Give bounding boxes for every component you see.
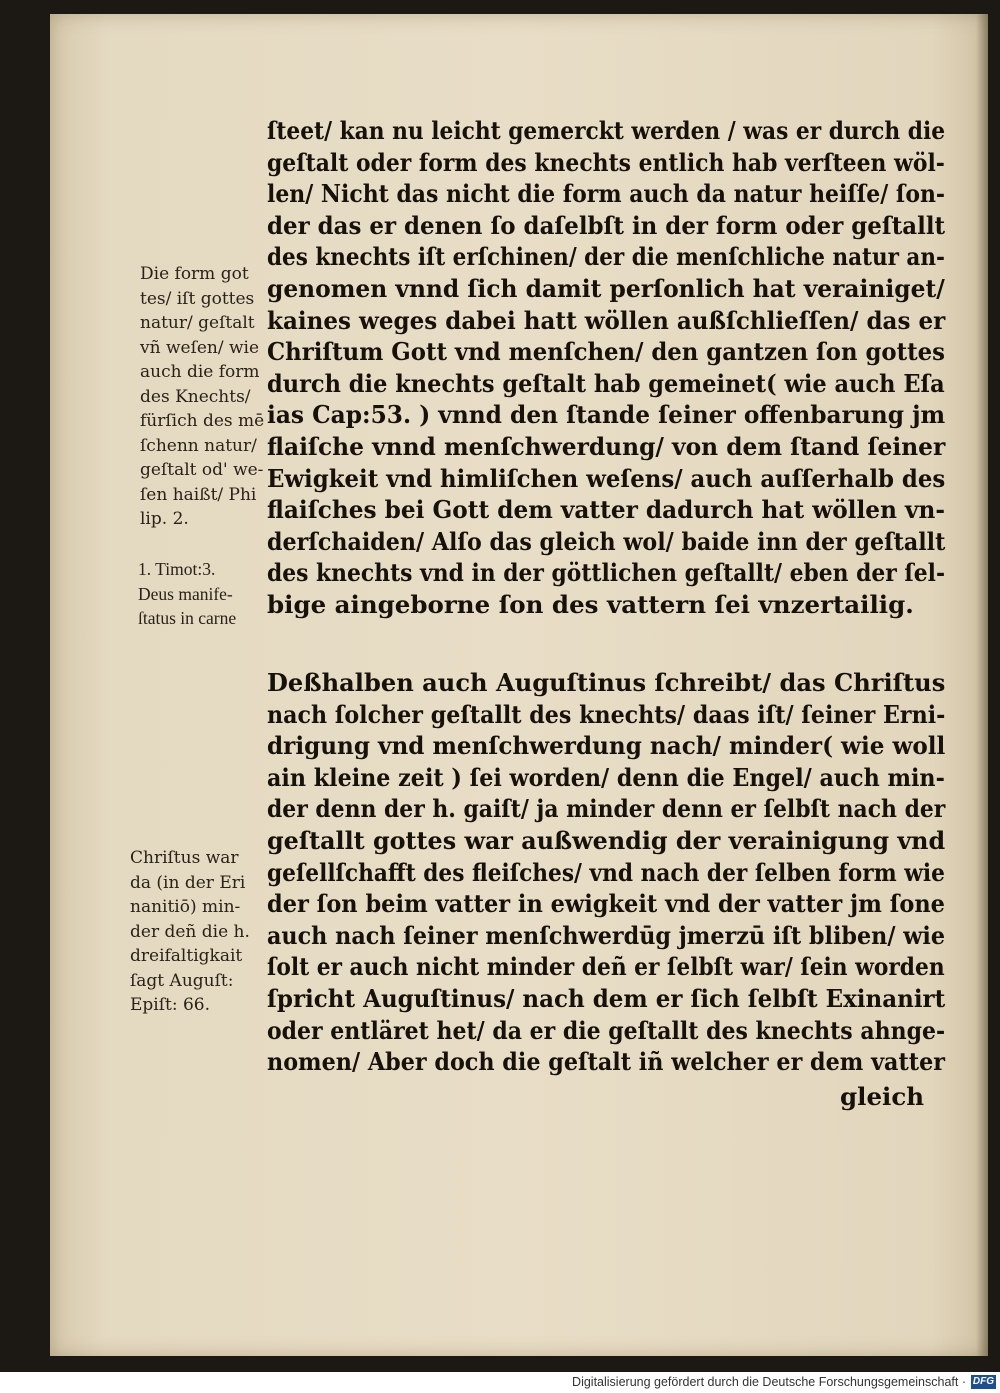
- text-line: des knechts vnd in der göttlichen geſtallt/ eben der ſel-: [267, 558, 946, 588]
- margin-line: des Knechts/: [140, 386, 251, 407]
- text-line: nach ſolcher geſtallt des knechts/ daas iſt/ ſeiner Erni-: [267, 699, 946, 729]
- margin-line: Deus manife-: [138, 583, 233, 604]
- text-line: ias Cap:53. ) vnnd den ſtande ſeiner offenbarung jm: [267, 400, 946, 430]
- margin-line: da (in der Eri: [130, 872, 246, 893]
- text-line: ſteet/ kan nu leicht gemerckt werden / was er durch die: [267, 116, 946, 145]
- margin-note-form-gottes: [140, 262, 264, 532]
- text-line: ain kleine zeit ) ſei worden/ denn die Engel/ auch min-: [267, 762, 945, 792]
- dfg-logo: DFG: [972, 1376, 994, 1387]
- margin-line: Chriſtus war: [130, 848, 239, 868]
- text-line: der das er denen ſo daſelbſt in der form oder geſtallt: [267, 210, 946, 240]
- margin-line: 1. Timot:3.: [138, 559, 216, 579]
- text-line: Deßhalben auch Auguſtinus ſchreibt/ das Chriſtus: [267, 668, 946, 697]
- text-line: derſchaiden/ Alſo das gleich wol/ baide inn der geſtallt: [267, 526, 946, 556]
- margin-line: dreifaltigkait: [130, 946, 243, 966]
- margin-line: geſtalt od' we-: [140, 460, 264, 480]
- text-line: drigung vnd menſchwerdung nach/ minder( wie woll: [267, 731, 946, 761]
- text-line: oder entläret het/ da er die geſtallt des knechts ahnge-: [267, 1015, 946, 1045]
- footer-bar: [0, 1372, 1000, 1393]
- text-line: geſellſchafft des fleiſches/ vnd nach der ſelben form wie: [267, 857, 945, 887]
- text-line: geſtallt gottes war außwendig der verainigung vnd: [267, 825, 946, 855]
- margin-line: lip. 2.: [140, 509, 189, 529]
- text-line: flaiſche vnnd menſchwerdung/ von dem ſtand ſeiner: [267, 431, 946, 461]
- margin-line: der deñ die h.: [130, 921, 250, 942]
- text-line: der ſon beim vatter in ewigkeit vnd der vatter jm ſone: [267, 889, 945, 919]
- margin-note-timothy: [138, 557, 236, 631]
- text-line: bige aingeborne ſon des vattern ſei vnzertailig.: [267, 589, 914, 619]
- text-line: nomen/ Aber doch die geſtalt iñ welcher er dem vatter: [267, 1047, 945, 1077]
- margin-line: Die form got: [140, 264, 249, 284]
- margin-line: Epiſt: 66.: [130, 995, 211, 1015]
- margin-line: tes/ iſt gottes: [140, 288, 255, 309]
- margin-note-christus: [130, 846, 250, 1018]
- text-line: des knechts iſt erſchinen/ der die menſchliche natur an-: [267, 242, 945, 272]
- text-line: len/ Nicht das nicht die form auch da natur heiſſe/ ſon-: [267, 179, 946, 209]
- text-line: durch die knechts geſtalt hab gemeinet( wie auch Eſa: [267, 368, 945, 398]
- margin-line: natur/ geſtalt: [140, 313, 255, 333]
- margin-line: fürſich des mē: [140, 411, 265, 431]
- catchword-text: gleich: [840, 1082, 925, 1111]
- text-line: flaiſches bei Gott dem vatter dadurch hat wöllen vn-: [267, 495, 946, 525]
- margin-line: ſen haißt/ Phi: [140, 484, 257, 505]
- text-line: der denn der h. gaiſt/ ja minder denn er ſelbſt nach der: [267, 794, 946, 824]
- text-line: genomen vnnd ſich damit perſonlich hat verainiget/: [267, 273, 945, 303]
- margin-line: vñ weſen/ wie: [140, 337, 260, 358]
- text-line: ſpricht Auguſtinus/ nach dem er ſich ſelbſt Exinanirt: [267, 983, 946, 1013]
- main-text-block-1: [267, 115, 1000, 621]
- book-page: [50, 14, 988, 1356]
- text-line: Chriſtum Gott vnd menſchen/ den gantzen ſon gottes: [267, 337, 945, 367]
- margin-line: ſtatus in carne: [138, 608, 237, 628]
- text-line: ſolt er auch nicht minder deñ er ſelbſt war/ ſein worden: [267, 952, 945, 982]
- text-line: Ewigkeit vnd himliſchen weſens/ auch auſſerhalb des: [267, 463, 946, 493]
- margin-line: ſchenn natur/: [140, 435, 257, 456]
- catchword: [840, 1081, 924, 1113]
- funding-credit: Digitalisierung gefördert durch die Deutsche Forschungsgemeinschaft ·: [572, 1375, 966, 1389]
- margin-line: nanitiō) min-: [130, 897, 241, 917]
- main-text-block-2: [267, 667, 1000, 1078]
- text-line: auch nach ſeiner menſchwerdūg jmerzū iſt bliben/ wie: [267, 920, 946, 950]
- text-line: kaines weges dabei hatt wöllen außſchlieſſen/ das er: [267, 305, 946, 335]
- margin-line: ſagt Auguſt:: [130, 970, 234, 991]
- text-line: geſtalt oder form des knechts entlich hab verſteen wöl-: [267, 147, 945, 177]
- margin-line: auch die form: [140, 362, 260, 382]
